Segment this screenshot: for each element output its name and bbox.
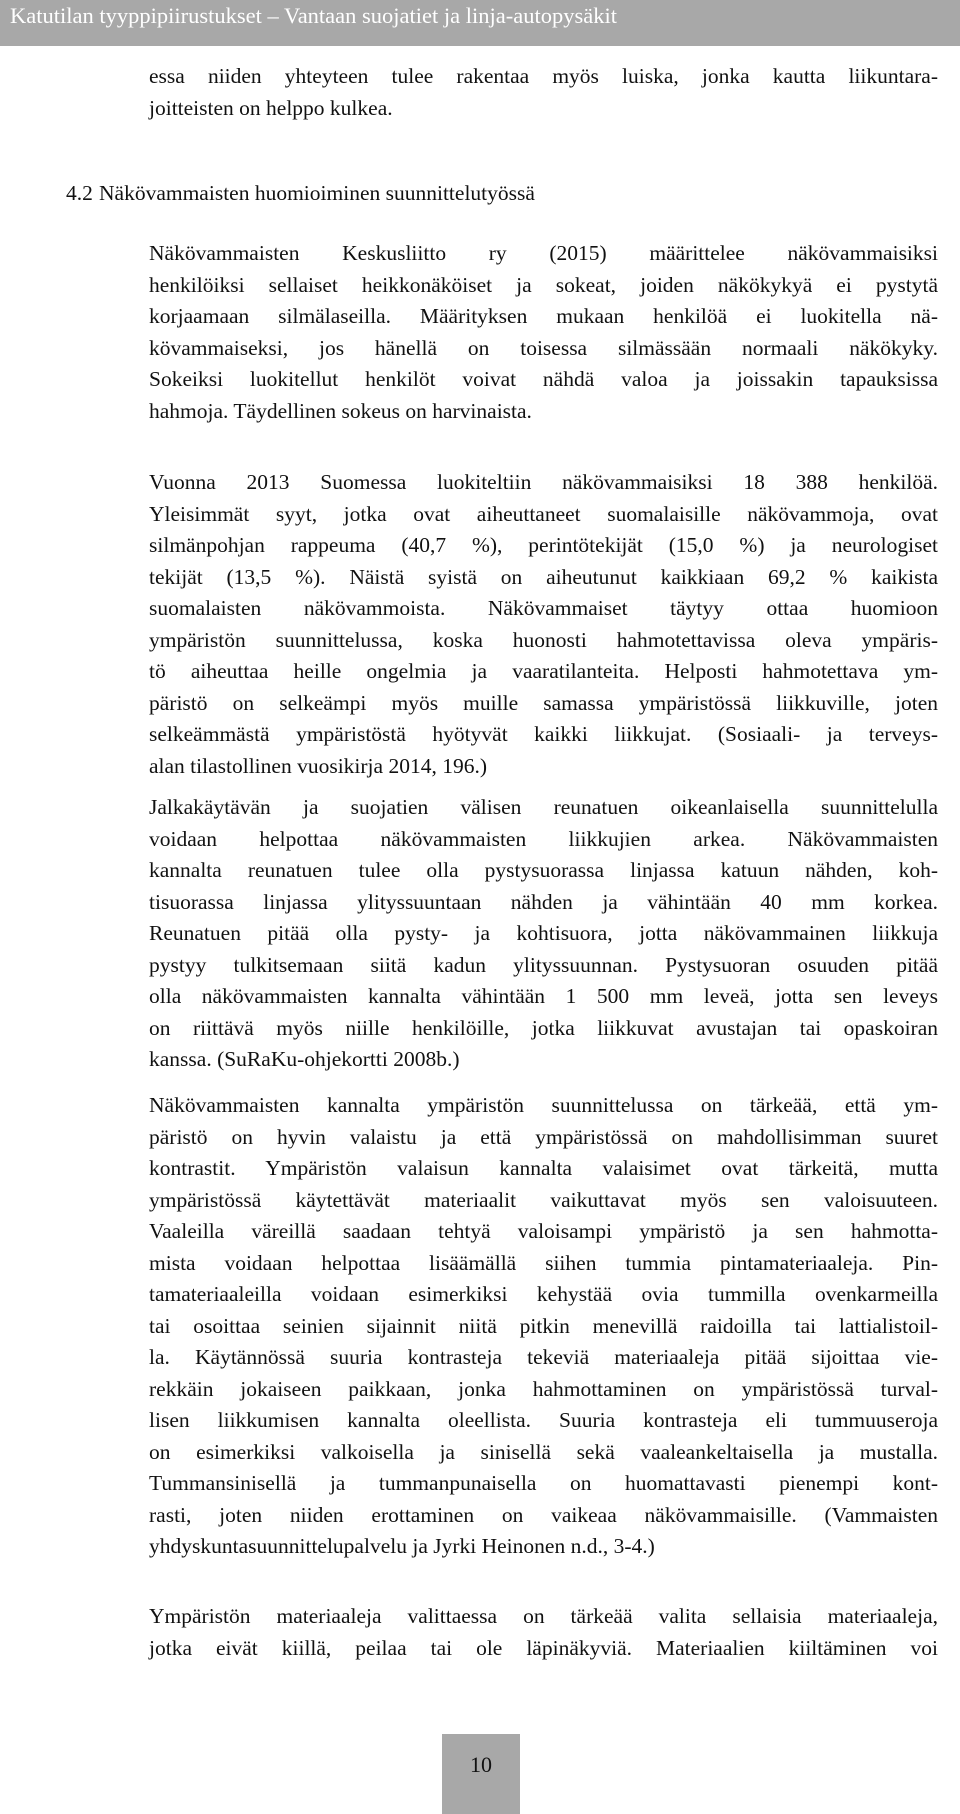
- text-line: Vuonna 2013 Suomessa luokiteltiin näkövammaisiksi 18 388 henkilöä.: [149, 470, 938, 494]
- text-line: jotka eivät kiillä, peilaa tai ole läpinäkyviä. Materiaalien kiiltäminen voi: [149, 1635, 938, 1660]
- text-line: Sokeiksi luokitellut henkilöt voivat nähdä valoa ja joissakin tapauksissa: [149, 367, 938, 391]
- running-header: [0, 0, 960, 46]
- text-line: rasti, joten niiden erottaminen on vaikeaa näkövammaisille. (Vammaisten: [149, 1502, 938, 1527]
- text-line: suomalaisten näkövammoista. Näkövammaiset täytyy ottaa huomioon: [149, 596, 938, 620]
- text-line: Jalkakäytävän ja suojatien välisen reunatuen oikeanlaisella suunnittelulla: [149, 795, 938, 819]
- paragraph-curb: [149, 792, 938, 1076]
- text-line: silmänpohjan rappeuma (40,7 %), perintötekijät (15,0 %) ja neurologiset: [149, 533, 938, 557]
- text-line: tai osoittaa seinien sijainnit niitä pitkin menevillä raidoilla tai lattialistoil-: [149, 1313, 938, 1338]
- text-line: kanssa. (SuRaKu-ohjekortti 2008b.): [149, 1047, 460, 1071]
- text-line: kontrastit. Ympäristön valaisun kannalta valaisimet ovat tärkeitä, mutta: [149, 1156, 938, 1180]
- text-line: hahmoja. Täydellinen sokeus on harvinaista.: [149, 398, 532, 423]
- section-number: 4.2: [66, 181, 93, 205]
- text-line: rekkäin jokaiseen paikkaan, jonka hahmottaminen on ympäristössä turval-: [149, 1376, 938, 1401]
- text-line: päristö on hyvin valaistu ja että ympäristössä on mahdollisimman suuret: [149, 1124, 938, 1149]
- text-line: essa niiden yhteyteen tulee rakentaa myös luiska, jonka kautta liikuntara-: [149, 64, 938, 88]
- text-line: Näkövammaisten kannalta ympäristön suunnittelussa on tärkeää, että ym-: [149, 1093, 938, 1117]
- text-line: kövammaiseksi, jos hänellä on toisessa silmässään normaali näkökyky.: [149, 335, 938, 360]
- text-line: tamateriaaleilla voidaan esimerkiksi kehystää ovia tummilla ovenkarmeilla: [149, 1282, 938, 1306]
- text-line: Ympäristön materiaaleja valittaessa on tärkeää valita sellaisia materiaaleja,: [149, 1604, 938, 1628]
- text-line: mista voidaan helpottaa lisäämällä siihen tummia pintamateriaaleja. Pin-: [149, 1250, 938, 1275]
- text-line: Näkövammaisten Keskusliitto ry (2015) määrittelee näkövammaisiksi: [149, 241, 938, 265]
- text-line: on riittävä myös niille henkilöille, jotka liikkuvat avustajan tai opaskoiran: [149, 1015, 938, 1040]
- text-line: henkilöiksi sellaiset heikkonäköiset ja sokeat, joiden näkökykyä ei pystytä: [149, 272, 938, 297]
- text-line: joitteisten on helppo kulkea.: [149, 95, 393, 120]
- text-line: lisen liikkumisen kannalta oleellista. Suuria kontrasteja eli tummuuseroja: [149, 1408, 938, 1432]
- text-line: yhdyskuntasuunnittelupalvelu ja Jyrki Heinonen n.d., 3-4.): [149, 1534, 655, 1558]
- section-title: Näkövammaisten huomioiminen suunnittelutyössä: [99, 181, 535, 205]
- text-line: Tummansinisellä ja tummanpunaisella on huomattavasti pienempi kont-: [149, 1471, 938, 1495]
- text-line: Reunatuen pitää olla pysty- ja kohtisuora, jotta näkövammainen liikkuja: [149, 921, 938, 945]
- text-line: tisuorassa linjassa ylityssuuntaan nähden ja vähintään 40 mm korkea.: [149, 889, 938, 914]
- text-line: tekijät (13,5 %). Näistä syistä on aiheutunut kaikkiaan 69,2 % kaikista: [149, 564, 938, 589]
- paragraph-statistics: [149, 467, 938, 782]
- text-line: selkeämmästä ympäristöstä hyötyvät kaikki liikkujat. (Sosiaali- ja terveys-: [149, 722, 938, 746]
- text-line: la. Käytännössä suuria kontrasteja tekeviä materiaaleja pitää sijoittaa vie-: [149, 1345, 938, 1369]
- text-line: on esimerkiksi valkoisella ja sinisellä sekä vaaleankeltaisella ja mustalla.: [149, 1439, 938, 1464]
- intro-paragraph: [149, 61, 938, 124]
- text-line: korjaamaan silmälaseilla. Määrityksen mukaan henkilöä ei luokitella nä-: [149, 304, 938, 328]
- paragraph-definition: [149, 238, 938, 427]
- text-line: pystyy tulkitsemaan siitä kadun ylityssuunnan. Pystysuoran osuuden pitää: [149, 952, 938, 977]
- text-line: voidaan helpottaa näkövammaisten liikkujien arkea. Näkövammaisten: [149, 826, 938, 851]
- text-line: ympäristön suunnittelussa, koska huonosti hahmotettavissa oleva ympäris-: [149, 627, 938, 652]
- text-line: ympäristössä käytettävät materiaalit vaikuttavat myös sen valoisuuteen.: [149, 1187, 938, 1212]
- text-line: Yleisimmät syyt, jotka ovat aiheuttaneet suomalaisille näkövammoja, ovat: [149, 501, 938, 526]
- paragraph-lighting-contrast: [149, 1090, 938, 1563]
- paragraph-materials: [149, 1601, 938, 1664]
- running-header-title: Katutilan tyyppipiirustukset – Vantaan suojatiet ja linja-autopysäkit: [10, 3, 617, 28]
- text-line: Vaaleilla väreillä saadaan tehtyä valoisampi ympäristö ja sen hahmotta-: [149, 1219, 938, 1243]
- text-line: olla näkövammaisten kannalta vähintään 1 500 mm leveä, jotta sen leveys: [149, 984, 938, 1008]
- text-line: tö aiheuttaa heille ongelmia ja vaaratilanteita. Helposti hahmotettava ym-: [149, 659, 938, 683]
- text-line: päristö on selkeämpi myös muille samassa ympäristössä liikkuville, joten: [149, 690, 938, 715]
- page-number: 10: [470, 1752, 492, 1777]
- page-number-box: [442, 1734, 520, 1814]
- text-line: alan tilastollinen vuosikirja 2014, 196.): [149, 753, 487, 778]
- text-line: kannalta reunatuen tulee olla pystysuorassa linjassa katuun nähden, koh-: [149, 858, 938, 882]
